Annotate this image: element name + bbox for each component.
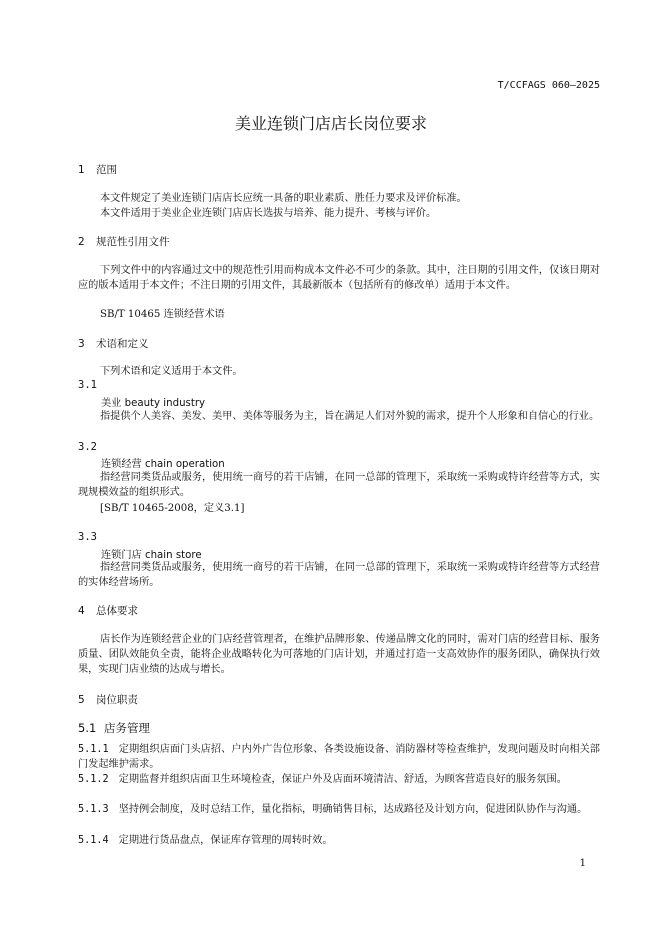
term-definition: 指经营同类货品或服务，使用统一商号的若干店铺，在同一总部的管理下，采取统一采购或特许经营等方式经营的实体经营场所。 <box>78 562 600 588</box>
term-name: 连锁经营 chain operation <box>101 459 225 470</box>
clause-text: 坚持例会制度，及时总结工作，量化指标，明确销售目标，达成路径及计划方向，促进团队协作与沟通。 <box>118 804 588 815</box>
term-name: 美业 beauty industry <box>101 398 206 409</box>
clause-item <box>78 772 600 787</box>
term-definition: 指提供个人美容、美发、美甲、美体等服务为主，旨在满足人们对外貌的需求，提升个人形象和自信心的行业。 <box>100 411 600 422</box>
section-title: 总体要求 <box>96 605 138 617</box>
term-number: 3.2 <box>78 441 97 453</box>
section-number: 4 <box>78 605 85 617</box>
page-number: 1 <box>579 858 586 869</box>
clause-number: 5.1.4 <box>78 835 109 846</box>
section-heading-scope <box>78 162 117 177</box>
section-heading-general <box>78 603 138 618</box>
paragraph: 本文件规定了美业连锁门店店长应统一具备的职业素质、胜任力要求及评价标准。 <box>100 193 467 204</box>
clause-item <box>78 742 600 772</box>
subsection-title: 店务管理 <box>104 721 150 735</box>
section-heading-references <box>78 234 170 249</box>
clause-item <box>78 833 600 848</box>
clause-number: 5.1.1 <box>78 744 109 755</box>
section-number: 3 <box>78 338 85 350</box>
term-number: 3.3 <box>78 531 97 543</box>
clause-text: 定期组织店面门头店招、户内外广告位形象、各类设施设备、消防器材等检查维护，发现问题及时向相关部门发起维护需求。 <box>78 744 600 770</box>
page-title: 美业连锁门店店长岗位要求 <box>234 114 427 133</box>
section-number: 2 <box>78 236 85 248</box>
paragraph: 下列术语和定义适用于本文件。 <box>100 366 243 377</box>
section-heading-terms <box>78 336 149 351</box>
paragraph: 本文件适用于美业企业连锁门店店长选拔与培养、能力提升、考核与评价。 <box>100 208 437 219</box>
clause-item <box>78 802 600 817</box>
section-title: 范围 <box>96 164 117 176</box>
section-number: 1 <box>78 164 85 176</box>
clause-number: 5.1.2 <box>78 774 109 785</box>
section-title: 岗位职责 <box>96 694 138 706</box>
section-title: 术语和定义 <box>96 338 149 350</box>
clause-text: 定期进行货品盘点，保证库存管理的周转时效。 <box>118 835 333 846</box>
document-code: T/CCFAGS 060—2025 <box>497 80 600 91</box>
term-definition: 指经营同类货品或服务，使用统一商号的若干店铺，在同一总部的管理下，采取统一采购或特许经营等方式，实现规模效益的组织形式。 <box>78 472 600 498</box>
term-source: [SB/T 10465-2008，定义3.1] <box>100 503 245 514</box>
section-number: 5 <box>78 694 85 706</box>
section-heading-duties <box>78 692 138 707</box>
subsection-number: 5.1 <box>78 721 97 735</box>
paragraph: 下列文件中的内容通过文中的规范性引用而构成本文件必不可少的条款。其中，注日期的引用文件，仅该日期对应的版本适用于本文件；不注日期的引用文件，其最新版本（包括所有的修改单）适用于本文件。 <box>78 265 600 291</box>
clause-number: 5.1.3 <box>78 804 109 815</box>
clause-text: 定期监督并组织店面卫生环境检查，保证户外及店面环境清洁、舒适，为顾客营造良好的服务氛围。 <box>118 774 567 785</box>
subsection-heading-store-management <box>78 720 150 736</box>
section-title: 规范性引用文件 <box>96 236 170 248</box>
term-name: 连锁门店 chain store <box>101 550 202 561</box>
term-number: 3.1 <box>78 379 97 391</box>
paragraph: 店长作为连锁经营企业的门店经营管理者，在维护品牌形象、传递品牌文化的同时，需对门店的经营目标、服务质量、团队效能负全责，能将企业战略转化为可落地的门店计划，并通过打造一支高效协作的服务团队，确保执行效果，实现门店业绩的达成与增长。 <box>78 634 600 675</box>
reference-item: SB/T 10465 连锁经营术语 <box>100 309 225 320</box>
